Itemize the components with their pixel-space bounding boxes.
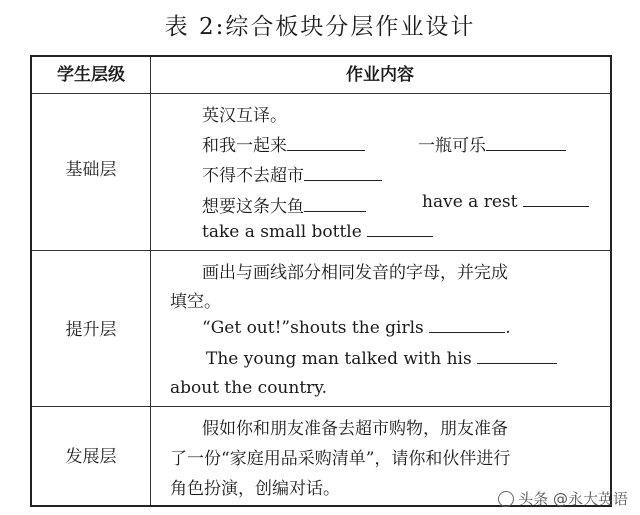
user-avatar-icon [498, 491, 514, 507]
answer-blank [304, 197, 366, 212]
content-line: 填空。 [170, 292, 221, 312]
table-title: 表 2:综合板块分层作业设计 [164, 14, 476, 40]
content-text: 想要这条大鱼 [202, 197, 304, 217]
level-development: 发展层 [65, 447, 117, 467]
content-line [418, 131, 566, 156]
watermark-text: 头条 @永大英语 [518, 490, 628, 508]
watermark [498, 488, 628, 509]
answer-blank [523, 192, 589, 207]
content-line: “Get out!”shouts the girls . [202, 318, 511, 338]
content-line: about the country. [170, 378, 328, 398]
content-text: “Get out!”shouts the girls [202, 318, 424, 338]
content-line: 英汉互译。 [202, 106, 287, 126]
header-content: 作业内容 [346, 65, 414, 85]
content-line: 画出与画线部分相同发音的字母，并完成 [202, 263, 508, 283]
content-text: have a rest [422, 192, 518, 212]
content-text: 一瓶可乐 [418, 136, 486, 156]
content-basic [150, 93, 610, 250]
homework-table [30, 55, 612, 507]
content-text: The young man talked with his [206, 349, 472, 369]
content-line [206, 349, 557, 369]
content-text: take a small bottle [202, 222, 362, 242]
answer-blank [287, 136, 365, 151]
level-advanced: 提升层 [65, 320, 117, 340]
content-line: 了一份“家庭用品采购清单”，请你和伙伴进行 [170, 449, 511, 469]
answer-blank [429, 318, 505, 333]
content-advanced [150, 250, 610, 406]
content-line [202, 161, 382, 186]
answer-blank [367, 222, 433, 237]
content-text: 和我一起来 [202, 136, 287, 156]
content-line: 角色扮演，创编对话。 [170, 479, 340, 499]
header-level: 学生层级 [57, 65, 125, 85]
answer-blank [486, 136, 566, 151]
content-line [422, 192, 589, 212]
content-line [202, 131, 365, 156]
answer-blank [304, 166, 382, 181]
content-line [202, 192, 366, 217]
content-text: 不得不去超市 [202, 166, 304, 186]
answer-blank [477, 349, 557, 364]
content-line: 假如你和朋友准备去超市购物，朋友准备 [202, 419, 508, 439]
content-line [202, 222, 433, 242]
level-basic: 基础层 [65, 160, 117, 180]
